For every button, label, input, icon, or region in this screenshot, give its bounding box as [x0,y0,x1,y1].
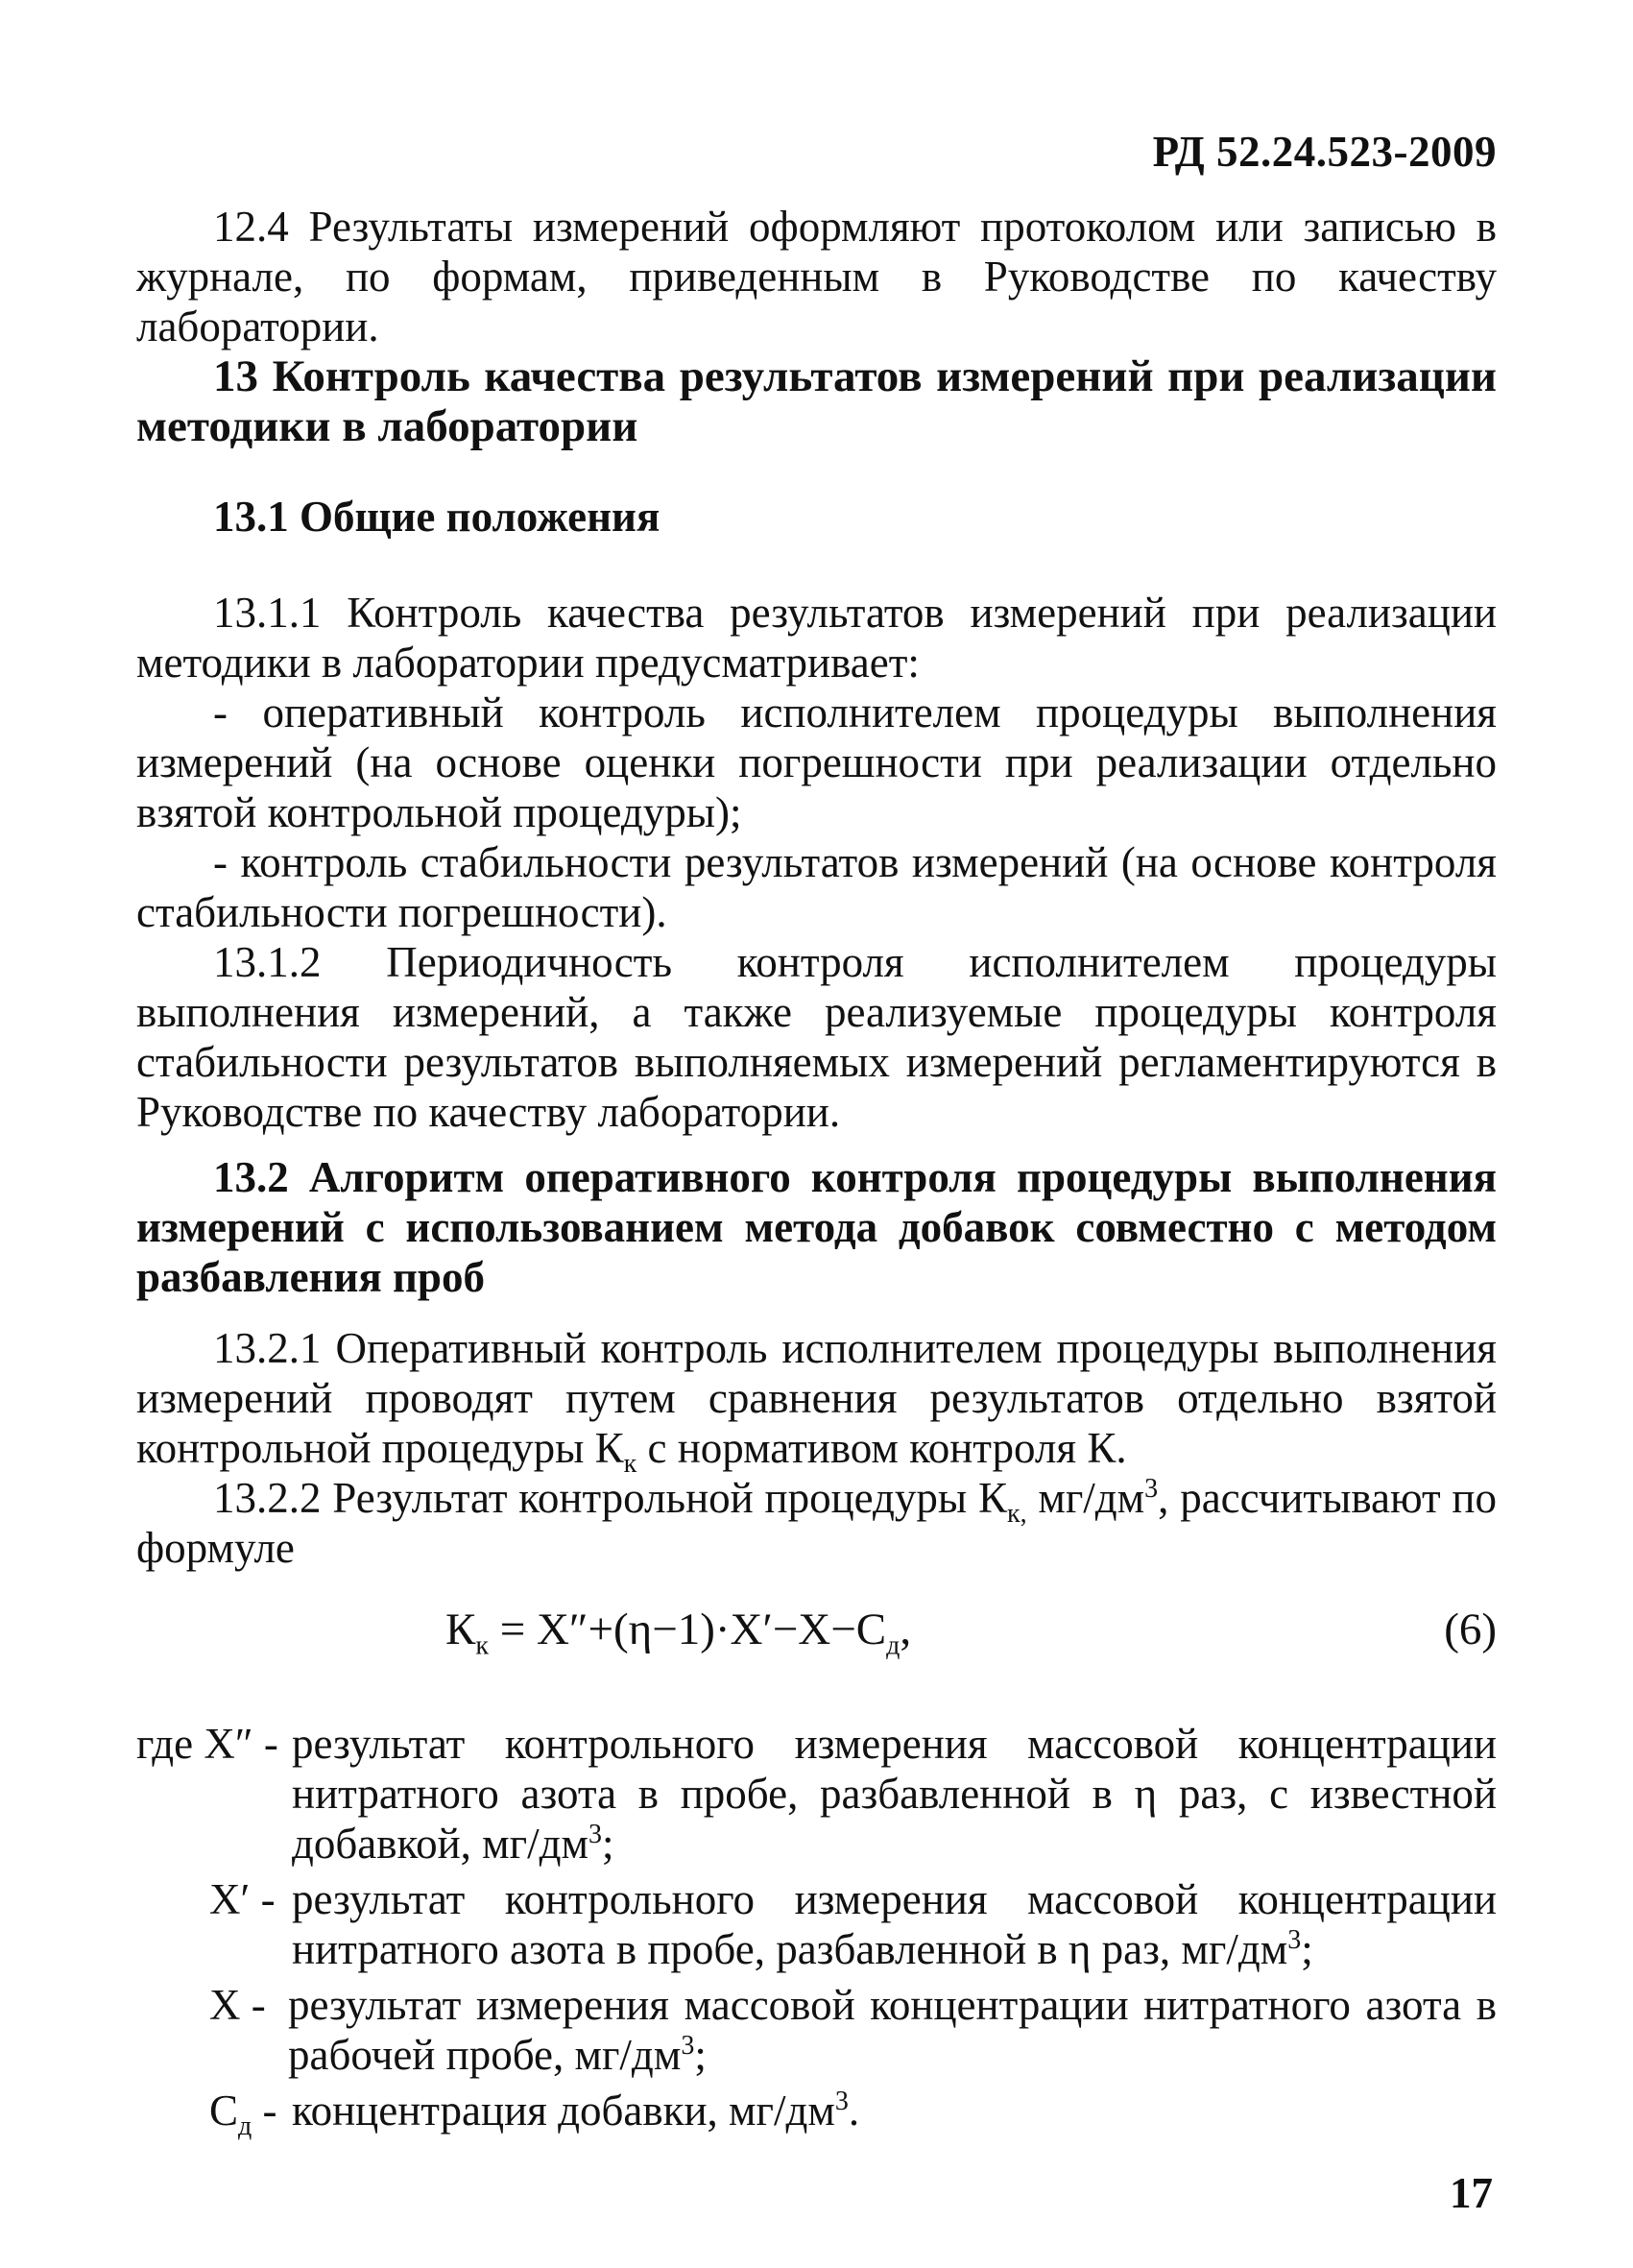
formula-rhs-subscript: д [886,1630,901,1661]
definition-symbol [209,2086,277,2141]
definition-dash: - [252,1720,278,1768]
paragraph-13-2-1 [136,1323,1497,1479]
definition-x [136,1980,1497,2080]
definition-dash: - [252,2087,277,2135]
subsection-13-2-heading [136,1152,1497,1302]
formula-rhs: = X″+(η−1)·X′−X−C [488,1604,887,1654]
definition-x-text: результат измерения массовой концентрации нитратного азота в рабочей пробе, мг/дм [288,1981,1497,2079]
definition-x-prime [136,1874,1497,1974]
document-code: РД 52.24.523-2009 [1152,128,1497,176]
subsection-13-2-body [136,1323,1497,1573]
paragraph-13-2-2-tail: , рассчитывают по формуле [136,1474,1497,1572]
subsection-13-1-heading [136,492,1497,542]
where-intro: где [136,1720,194,1768]
paragraph-13-1-2: 13.1.2 Периодичность контроля исполнителем процедуры выполнения измерений, а также реализуемые процедуры контроля стабильности результатов выполняемых измерений регламентируются в Руководстве по качеству лаборатории. [136,938,1497,1136]
definition-symbol [136,1719,278,1769]
unit-superscript: 3 [588,1820,602,1849]
definition-text [288,1980,1497,2080]
kk-subscript: к [623,1449,637,1479]
symbol-c: C [209,2087,239,2135]
paragraph-13-2-2 [136,1473,1497,1573]
unit-superscript: 3 [834,2087,849,2116]
definition-end: ; [1301,1925,1313,1973]
definition-dash: - [240,1981,266,2029]
paragraph-13-2-1-text: 13.2.1 Оперативный контроль исполнителем процедуры выполнения измерений проводят путем сравнения результатов отдельно взятой контрольной процедуры К [136,1324,1497,1472]
variable-definitions [136,1719,1497,2141]
formula-6 [136,1604,1497,1671]
subsection-13-1-title: 13.1 Общие положения [213,493,660,541]
definition-symbol [209,1980,266,2030]
definition-dash: - [250,1875,276,1923]
definition-end: . [848,2087,860,2135]
formula-expression [445,1604,912,1661]
unit-text: мг/дм [1026,1474,1145,1522]
formula-lhs-subscript: к [475,1630,489,1661]
section-13-title: 13 Контроль качества результатов измерений при реализации методики в лаборатории [136,351,1497,451]
formula-number: (6) [1444,1604,1497,1654]
definition-text [292,1719,1497,1869]
definition-text [292,1874,1497,1974]
definition-text [292,2086,1497,2135]
subsection-13-1-body [136,588,1497,1137]
definition-x-double-prime [136,1719,1497,1869]
definition-c-d-text: концентрация добавки, мг/дм [292,2087,835,2135]
formula-lhs: К [445,1604,476,1654]
definition-c-d [136,2086,1497,2141]
definition-symbol [209,1874,276,1924]
page-number: 17 [1450,2169,1493,2217]
paragraph-12-4 [136,202,1497,351]
symbol-x: X [209,1981,241,2029]
unit-superscript: 3 [1144,1474,1159,1504]
formula-tail: , [900,1604,912,1654]
paragraph-13-1-1: 13.1.1 Контроль качества результатов измерений при реализации методики в лаборатории предусматривает: [136,589,1497,687]
list-item-stability-control: - контроль стабильности результатов измерений (на основе контроля стабильности погрешности). [136,838,1497,936]
paragraph-13-2-2-text: 13.2.2 Результат контрольной процедуры К [213,1474,1007,1522]
kk-subscript: к, [1006,1499,1027,1529]
list-item-operational-control: - оперативный контроль исполнителем процедуры выполнения измерений (на основе оценки погрешности при реализации отдельно взятой контрольной процедуры); [136,688,1497,836]
paragraph-12-4-text: 12.4 Результаты измерений оформляют протоколом или записью в журнале, по формам, приведенным в Руководстве по качеству лаборатории. [136,203,1497,350]
definition-end: ; [694,2031,707,2079]
paragraph-13-2-1-tail: с нормативом контроля К. [636,1424,1127,1472]
unit-superscript: 3 [1287,1925,1302,1955]
symbol-x-prime: X′ [209,1875,251,1923]
unit-superscript: 3 [681,2031,695,2061]
subsection-13-2-title: 13.2 Алгоритм оперативного контроля процедуры выполнения измерений с использованием метода добавок совместно с методом разбавления проб [136,1153,1497,1301]
section-13-heading [136,351,1497,451]
definition-x-prime-text: результат контрольного измерения массовой концентрации нитратного азота в пробе, разбавленной в η раз, мг/дм [292,1875,1497,1973]
symbol-c-subscript: д [238,2111,252,2141]
definition-x-double-prime-text: результат контрольного измерения массовой концентрации нитратного азота в пробе, разбавленной в η раз, с известной добавкой, мг/дм [292,1720,1497,1868]
symbol-x-double-prime: X″ [204,1720,253,1768]
definition-end: ; [601,1820,614,1868]
